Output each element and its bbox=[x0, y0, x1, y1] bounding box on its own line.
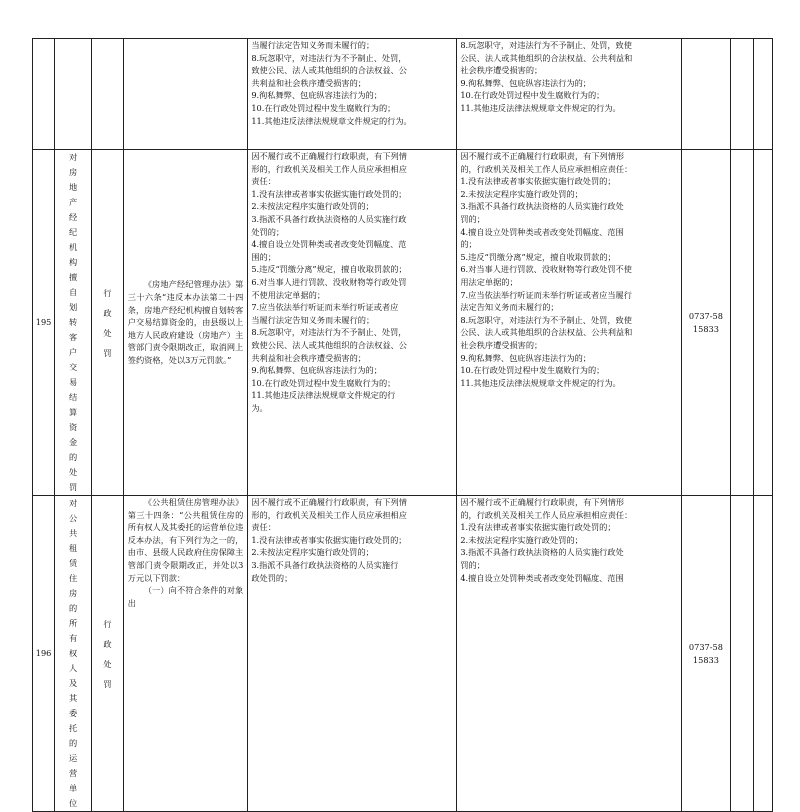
responsibility-line: 政处罚的； bbox=[251, 572, 293, 583]
responsibility-line: 2.未按法定程序实施行政处罚的； bbox=[251, 201, 374, 212]
responsibility-line: 10.在行政处罚过程中发生腐败行为的； bbox=[251, 377, 396, 388]
item-name: 对公共租赁住房的所有权人及其委托的运营单位 bbox=[69, 498, 78, 808]
responsibility-line: 法定告知义务而未履行的； bbox=[460, 302, 559, 313]
responsibility-line: 罚的； bbox=[460, 213, 485, 224]
empty-cell bbox=[730, 150, 753, 496]
empty-cell bbox=[753, 496, 772, 812]
responsibility-line: 1.没有法律或者事实依据实施行政处罚的； bbox=[251, 188, 407, 199]
responsibility-line: 2.未按法定程序实施行政处罚的； bbox=[460, 534, 583, 545]
row-number-cell: 195 bbox=[33, 150, 55, 496]
category-cell bbox=[92, 39, 124, 150]
responsibility-line: 11.其他违反法律法规规章文件规定的行为。 bbox=[460, 377, 621, 388]
responsibility-line: 11.其他违反法律法规规章文件规定的行 bbox=[251, 390, 396, 401]
responsibility-line: 8.玩忽职守，对违法行为不予制止、处罚， bbox=[251, 52, 407, 63]
responsibility-line: 10.在行政处罚过程中发生腐败行为的； bbox=[460, 90, 605, 101]
category-label: 行政处罚 bbox=[103, 618, 112, 689]
responsibility-line: 的，行政机关及相关工作人员应承担相应责任： bbox=[460, 163, 633, 174]
empty-cell bbox=[753, 39, 772, 150]
responsibility-line: 形的，行政机关及相关工作人员应承担相应 bbox=[251, 163, 407, 174]
responsibility-line: 不使用法定单据的； bbox=[251, 289, 326, 300]
legal-basis-paragraph: 《公共租赁住房管理办法》第三十四条：“公共租赁住房的所有权人及其委托的运营单位违反本办法，有下列行为之一的，由市、县级人民政府住房保障主管部门责令限期改正，并处以3万元以下罚款： bbox=[127, 497, 244, 583]
responsibility-line: 3.指派不具备行政执法资格的人员实施行 bbox=[251, 559, 399, 570]
responsibility-line: 致使公民、法人或其他组织的合法权益、公 bbox=[251, 65, 407, 76]
responsibility-line: 社会秩序遭受损害的； bbox=[460, 339, 543, 350]
row-number-cell: 196 bbox=[33, 496, 55, 812]
item-name: 对房地产经纪机构擅自划转客户交易结算资金的处罚 bbox=[69, 152, 78, 492]
responsibility-table bbox=[32, 38, 773, 812]
responsibility-line: 9.徇私舞弊、包庇纵容违法行为的； bbox=[460, 77, 591, 88]
row-number-cell bbox=[33, 39, 55, 150]
responsibility-cell-b bbox=[457, 150, 682, 496]
phone-cell bbox=[682, 150, 731, 496]
responsibility-line: 6.对当事人进行罚款、没收财物等行政处罚不使 bbox=[460, 264, 632, 275]
responsibility-line: 当履行法定告知义务而未履行的； bbox=[251, 40, 375, 50]
responsibility-line: 11.其他违反法律法规规章文件规定的行为。 bbox=[460, 102, 621, 113]
responsibility-line: 1.没有法律或者事实依据实施行政处罚的； bbox=[460, 522, 616, 533]
legal-basis-cell bbox=[123, 496, 248, 812]
responsibility-line: 7.应当依法举行听证而未举行听证或者应 bbox=[251, 302, 399, 313]
phone-number: 15833 bbox=[692, 654, 719, 665]
responsibility-line: 社会秩序遭受损害的； bbox=[460, 65, 543, 76]
responsibility-line: 3.指派不具备行政执法资格的人员实施行政处 bbox=[460, 547, 624, 558]
responsibility-line: 当履行法定告知义务而未履行的； bbox=[251, 314, 375, 325]
legal-basis-paragraph: 《房地产经纪管理办法》第三十六条“违反本办法第二十四条，房地产经纪机构擅自划转客户交易结算资金的，由县级以上地方人民政府建设（房地产）主管部门责令限期改正，取消网上签约资格，处以3万元罚款。” bbox=[127, 279, 244, 365]
responsibility-line: 围的； bbox=[251, 251, 276, 262]
responsibility-line: 8.玩忽职守，对违法行为不予制止、处罚，致使 bbox=[460, 40, 632, 50]
responsibility-line: 用法定单据的； bbox=[460, 276, 518, 287]
responsibility-line: 10.在行政处罚过程中发生腐败行为的； bbox=[251, 102, 396, 113]
responsibility-line: 共利益和社会秩序遭受损害的； bbox=[251, 352, 366, 363]
table-row bbox=[33, 150, 773, 496]
responsibility-line: 3.指派不具备行政执法资格的人员实施行政 bbox=[251, 213, 407, 224]
responsibility-cell-a bbox=[248, 39, 457, 150]
responsibility-line: 处罚的； bbox=[251, 226, 285, 237]
responsibility-line: 责任： bbox=[251, 176, 276, 187]
responsibility-line: 因不履行或不正确履行行政职责，有下列情形 bbox=[460, 497, 625, 507]
responsibility-line: 5.违反“罚缴分离”规定，擅自收取罚款的； bbox=[460, 251, 616, 262]
category-label: 行政处罚 bbox=[103, 287, 112, 358]
responsibility-line: 6.对当事人进行罚款、没收财物等行政处罚 bbox=[251, 276, 407, 287]
item-name-cell bbox=[55, 496, 92, 812]
responsibility-line: 因不履行或不正确履行行政职责，有下列情形 bbox=[460, 151, 625, 161]
item-name-cell bbox=[55, 39, 92, 150]
responsibility-line: 3.指派不具备行政执法资格的人员实施行政处 bbox=[460, 201, 624, 212]
responsibility-line: 形的，行政机关及相关工作人员应承担相应 bbox=[251, 509, 407, 520]
phone-number: 0737-58 bbox=[688, 310, 723, 321]
phone-number: 15833 bbox=[692, 323, 719, 334]
legal-basis-paragraph: （一）向不符合条件的对象出 bbox=[127, 585, 244, 608]
responsibility-line: 罚的； bbox=[460, 559, 485, 570]
responsibility-line: 9.徇私舞弊、包庇纵容违法行为的； bbox=[251, 365, 382, 376]
responsibility-line: 9.徇私舞弊、包庇纵容违法行为的； bbox=[460, 352, 591, 363]
responsibility-line: 2.未按法定程序实施行政处罚的； bbox=[460, 188, 583, 199]
responsibility-line: 共利益和社会秩序遭受损害的； bbox=[251, 77, 366, 88]
responsibility-line: 11.其他违反法律法规规章文件规定的行为。 bbox=[251, 115, 412, 126]
responsibility-line: 4.擅自设立处罚种类或者改变处罚幅度、范 bbox=[251, 239, 407, 250]
category-cell bbox=[92, 496, 124, 812]
responsibility-line: 公民、法人或其他组织的合法权益、公共利益和 bbox=[460, 327, 633, 338]
empty-cell bbox=[730, 496, 753, 812]
responsibility-line: 因不履行或不正确履行行政职责，有下列情 bbox=[251, 151, 407, 161]
responsibility-line: 的； bbox=[460, 239, 477, 250]
responsibility-cell-a bbox=[248, 150, 457, 496]
table-row bbox=[33, 39, 773, 150]
responsibility-line: 7.应当依法举行听证而未举行听证或者应当履行 bbox=[460, 289, 632, 300]
empty-cell bbox=[753, 150, 772, 496]
table-row bbox=[33, 496, 773, 812]
phone-number: 0737-58 bbox=[688, 641, 723, 652]
responsibility-line: 致使公民、法人或其他组织的合法权益、公 bbox=[251, 339, 407, 350]
responsibility-line: 2.未按法定程序实施行政处罚的； bbox=[251, 547, 374, 558]
responsibility-line: 8.玩忽职守，对违法行为不予制止、处罚，致使 bbox=[460, 314, 632, 325]
responsibility-line: 5.违反“罚缴分离”规定，擅自收取罚款的； bbox=[251, 264, 407, 275]
responsibility-line: 公民、法人或其他组织的合法权益、公共利益和 bbox=[460, 52, 633, 63]
category-cell bbox=[92, 150, 124, 496]
responsibility-line: 4.擅自设立处罚种类或者改变处罚幅度、范围 bbox=[460, 572, 624, 583]
responsibility-line: 责任： bbox=[251, 522, 276, 533]
responsibility-cell-b bbox=[457, 496, 682, 812]
responsibility-cell-a bbox=[248, 496, 457, 812]
responsibility-line: 9.徇私舞弊、包庇纵容违法行为的； bbox=[251, 90, 382, 101]
responsibility-line: 的，行政机关及相关工作人员应承担相应责任： bbox=[460, 509, 633, 520]
responsibility-line: 1.没有法律或者事实依据实施行政处罚的； bbox=[251, 534, 407, 545]
responsibility-line: 因不履行或不正确履行行政职责，有下列情 bbox=[251, 497, 407, 507]
responsibility-line: 8.玩忽职守，对违法行为不予制止、处罚， bbox=[251, 327, 407, 338]
item-name-cell bbox=[55, 150, 92, 496]
responsibility-line: 4.擅自设立处罚种类或者改变处罚幅度、范围 bbox=[460, 226, 624, 237]
responsibility-cell-b bbox=[457, 39, 682, 150]
responsibility-line: 10.在行政处罚过程中发生腐败行为的； bbox=[460, 365, 605, 376]
legal-basis-cell bbox=[123, 150, 248, 496]
legal-basis-cell bbox=[123, 39, 248, 150]
phone-cell bbox=[682, 496, 731, 812]
empty-cell bbox=[730, 39, 753, 150]
phone-cell bbox=[682, 39, 731, 150]
responsibility-line: 1.没有法律或者事实依据实施行政处罚的； bbox=[460, 176, 616, 187]
responsibility-line: 为。 bbox=[251, 402, 268, 413]
